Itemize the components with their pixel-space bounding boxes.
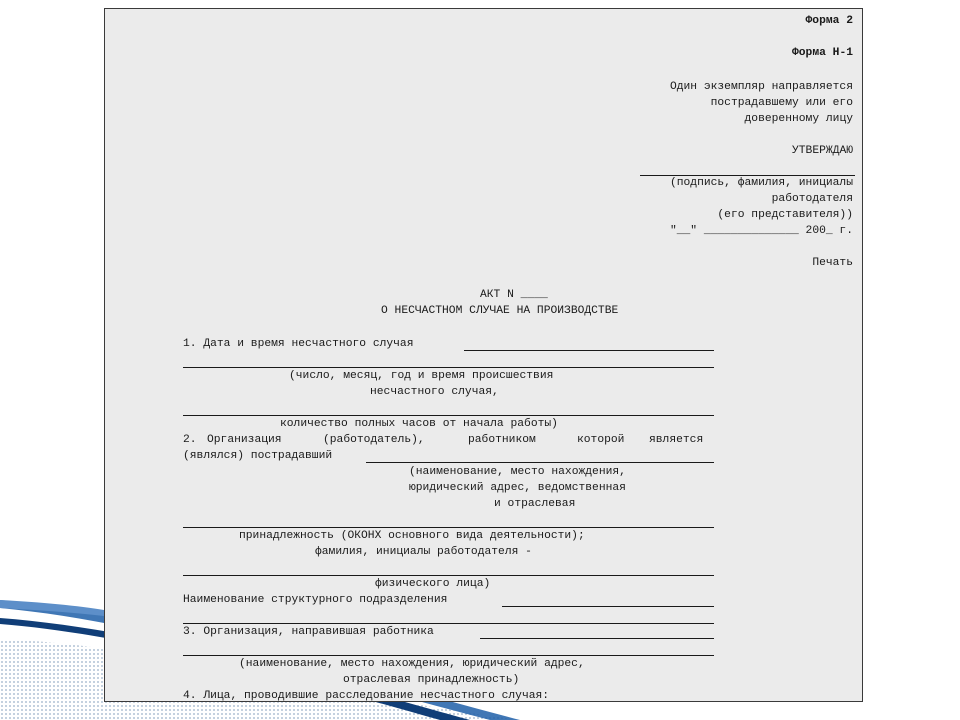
item2-word: (работодатель), (323, 434, 425, 446)
copy-note-line: Один экземпляр направляется (669, 81, 853, 93)
signature-hint: (подпись, фамилия, инициалы (669, 177, 853, 189)
item3-field-line (480, 638, 714, 639)
approve-label: УТВЕРЖДАЮ (791, 145, 853, 157)
signature-hint: (его представителя)) (717, 209, 853, 221)
item2-field-line (366, 462, 714, 463)
item4-label: 4. Лица, проводившие расследование несчастного случая: (183, 690, 550, 702)
copy-note-line: пострадавшему или его (710, 97, 853, 109)
item2-label: (являлся) пострадавший (183, 450, 333, 462)
item1-hint: количество полных часов от начала работы) (280, 418, 558, 430)
copy-note-line: доверенному лицу (744, 113, 853, 125)
form-code: Форма Н-1 (791, 47, 853, 59)
item2-word: работником (468, 434, 536, 446)
subdivision-field-line (502, 606, 714, 607)
approval-date-line: "__" ______________ 200_ г. (669, 225, 853, 237)
item2-word: Организация (207, 434, 282, 446)
item3-hint: отраслевая принадлежность) (343, 674, 520, 686)
item2-hint: (наименование, место нахождения, (409, 466, 626, 478)
item2-word: является (649, 434, 704, 446)
item2-hint: юридический адрес, ведомственная (409, 482, 626, 494)
item1-hint: (число, месяц, год и время происшествия (289, 370, 554, 382)
item3-label: 3. Организация, направившая работника (183, 626, 434, 638)
stamp-label: Печать (812, 257, 853, 269)
item1-hint: несчастного случая, (370, 386, 499, 398)
act-title: О НЕСЧАСТНОМ СЛУЧАЕ НА ПРОИЗВОДСТВЕ (381, 305, 619, 317)
item2-hint: физического лица) (375, 578, 491, 590)
document-page (104, 8, 863, 702)
act-number: АКТ N ____ (480, 289, 548, 301)
signature-hint: работодателя (771, 193, 853, 205)
item1-field-line (464, 350, 714, 351)
item1-label: 1. Дата и время несчастного случая (183, 338, 414, 350)
item2-hint: фамилия, инициалы работодателя - (315, 546, 532, 558)
subdivision-label: Наименование структурного подразделения (183, 594, 448, 606)
item2-hint: принадлежность (ОКОНХ основного вида деятельности); (239, 530, 585, 542)
form-number: Форма 2 (805, 15, 853, 27)
item2-word: которой (577, 434, 625, 446)
item3-hint: (наименование, место нахождения, юридический адрес, (239, 658, 585, 670)
item2-hint: и отраслевая (494, 498, 576, 510)
item2-word: 2. (183, 434, 197, 446)
